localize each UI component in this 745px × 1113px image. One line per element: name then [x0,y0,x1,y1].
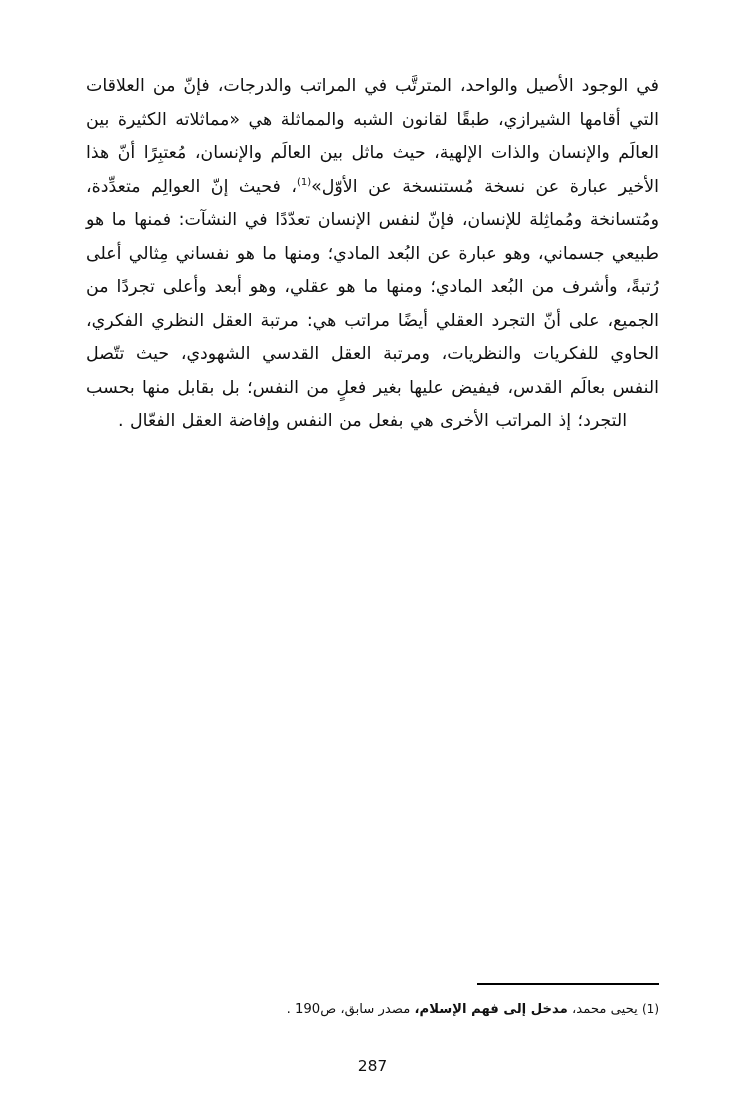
paragraph-part-two: ، فحيث إنّ العوالِم متعدِّدة، ومُتسانخة ومُماثِلة للإنسان، فإنّ لنفس الإنسان تعدّدًا في النشآت: فمنها ما هو طبيعي جسماني، وهو عبارة عن البُعد المادي؛ ومنها ما هو نفساني مِثالي أعلى رُتبةً، وأشرف من البُعد المادي؛ ومنها ما هو عقلي، وهو أبعد وأعلى تجردًا من الجميع، على أنّ التجرد العقلي أيضًا مراتب هي: مرتبة العقل النظري الفكري، الحاوي للفكريات والنظريات، ومرتبة العقل القدسي الشهودي، حيث تتّصل النفس بعالَم القدس، فيفيض عليها بغير فعلٍ من النفس؛ بل بقابل منها بحسب التجرد؛ إذ المراتب الأخرى هي بفعل من النفس وإفاضة العقل الفعّال . [86,176,659,431]
footnote-area [86,983,659,1021]
main-paragraph [86,70,659,439]
footnote-text [86,998,659,1021]
footnote-separator [477,983,659,985]
footnote-source: مصدر سابق، ص190 . [286,1002,411,1017]
body-text-block [86,70,659,439]
paragraph-part-one: في الوجود الأصيل والواحد، المترتَّب في المراتب والدرجات، فإنّ من العلاقات التي أقامها الشيرازي، طبقًا لقانون الشبه والمماثلة هي «مماثلاته الكثيرة بين العالَم والإنسان والذات الإلهية، حيث ماثل بين العالَم والإنسان، مُعتبِرًا أنّ هذا الأخير عبارة عن نسخة مُستنسخة عن الأوّل» [86,76,659,197]
footnote-number: (1) [641,1002,659,1016]
footnote-title: مدخل إلى فهم الإسلام، [414,1002,568,1017]
page-number: 287 [357,1057,388,1075]
footnote-author: يحيى محمد، [572,1002,638,1017]
footnote-marker: (1) [296,176,312,188]
